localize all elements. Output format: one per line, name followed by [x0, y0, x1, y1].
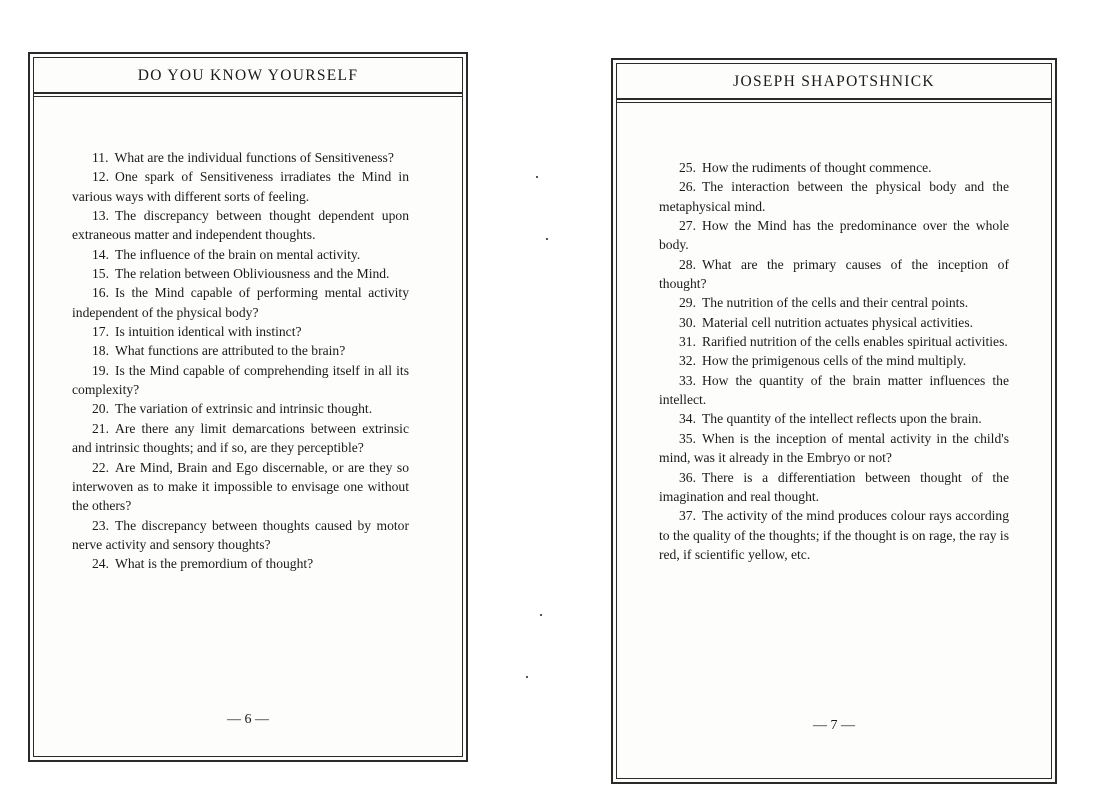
item-text: The variation of extrinsic and intrinsic thought.: [115, 401, 373, 417]
item-number: 14.: [92, 246, 109, 262]
list-item: [72, 361, 409, 400]
list-item: [72, 419, 409, 458]
left-page: [28, 52, 468, 762]
scan-speck: [526, 676, 528, 678]
item-text: The relation between Obliviousness and the Mind.: [115, 266, 390, 282]
item-text: How the rudiments of thought commence.: [702, 160, 932, 175]
item-number: 23.: [92, 517, 109, 533]
item-text: The influence of the brain on mental activity.: [115, 246, 361, 262]
scan-speck: [536, 176, 538, 178]
list-item: [659, 177, 1009, 216]
scan-speck: [546, 238, 548, 240]
item-number: 17.: [92, 324, 109, 340]
list-item: [659, 371, 1009, 410]
list-item: [659, 158, 1009, 177]
item-text: Are there any limit demarcations between extrinsic and intrinsic thoughts; and if so, are they perceptible?: [72, 420, 409, 456]
item-text: There is a differentiation between thought of the imagination and real thought.: [659, 469, 1009, 504]
item-text: Are Mind, Brain and Ego discernable, or are they so interwoven as to make it impossible to envisage one without the others?: [72, 459, 409, 514]
item-text: The interaction between the physical body and the metaphysical mind.: [659, 179, 1009, 214]
item-number: 35.: [679, 430, 696, 446]
item-number: 13.: [92, 208, 109, 224]
item-text: When is the inception of mental activity in the child's mind, was it already in the Embryo or not?: [659, 430, 1009, 466]
running-head: JOSEPH SHAPOTSHNICK: [733, 73, 935, 90]
item-text: Is the Mind capable of comprehending itself in all its complexity?: [72, 362, 409, 398]
item-number: 28.: [679, 256, 696, 272]
header-rule: [34, 92, 462, 94]
item-text: Material cell nutrition actuates physical activities.: [702, 314, 974, 330]
list-item: [72, 458, 409, 516]
item-text: The discrepancy between thought dependent upon extraneous matter and independent thoughts.: [72, 208, 409, 243]
running-head: DO YOU KNOW YOURSELF: [137, 67, 359, 84]
item-number: 11.: [92, 150, 109, 165]
item-number: 20.: [92, 401, 109, 417]
list-item: [72, 399, 409, 418]
question-list: [659, 158, 1009, 564]
list-item: [659, 351, 1009, 370]
item-number: 33.: [679, 372, 696, 388]
item-number: 37.: [679, 508, 696, 524]
item-number: 27.: [679, 218, 696, 234]
item-text: What are the primary causes of the inception of thought?: [659, 256, 1009, 292]
list-item: [72, 264, 409, 283]
item-number: 15.: [92, 266, 109, 282]
item-text: One spark of Sensitiveness irradiates the Mind in various ways with different sorts of feeling.: [72, 169, 409, 204]
list-item: [659, 506, 1009, 564]
list-item: [659, 468, 1009, 507]
list-item: [659, 313, 1009, 332]
item-number: 19.: [92, 362, 109, 378]
item-number: 12.: [92, 169, 109, 185]
item-text: Is intuition identical with instinct?: [115, 324, 302, 340]
header-rule-thin: [34, 96, 462, 97]
item-text: What are the individual functions of Sensitiveness?: [114, 150, 394, 165]
header-rule-thin: [617, 102, 1051, 103]
item-number: 30.: [679, 314, 696, 330]
scan-speck: [540, 614, 542, 616]
list-item: [72, 516, 409, 555]
item-number: 26.: [679, 179, 696, 195]
item-number: 29.: [679, 295, 696, 311]
item-number: 22.: [92, 459, 109, 475]
item-text: Is the Mind capable of performing mental activity independent of the physical body?: [72, 285, 409, 320]
list-item: [72, 167, 409, 206]
item-text: How the quantity of the brain matter influences the intellect.: [659, 372, 1009, 408]
header-rule: [617, 98, 1051, 100]
list-item: [72, 206, 409, 245]
list-item: [72, 283, 409, 322]
item-number: 16.: [92, 285, 109, 301]
list-item: [659, 293, 1009, 312]
page-number: — 7 —: [813, 718, 855, 733]
item-text: How the Mind has the predominance over the whole body.: [659, 218, 1009, 253]
item-number: 31.: [679, 334, 696, 350]
item-text: The quantity of the intellect reflects upon the brain.: [702, 411, 982, 427]
item-text: The nutrition of the cells and their central points.: [702, 295, 969, 311]
list-item: [72, 148, 409, 167]
item-number: 34.: [679, 411, 696, 427]
list-item: [72, 341, 409, 360]
item-number: 32.: [679, 353, 696, 369]
list-item: [659, 255, 1009, 294]
item-number: 24.: [92, 556, 109, 572]
page-number: — 6 —: [227, 712, 269, 727]
item-number: 18.: [92, 343, 109, 359]
item-number: 25.: [679, 160, 696, 175]
list-item: [72, 322, 409, 341]
list-item: [72, 245, 409, 264]
list-item: [659, 429, 1009, 468]
item-text: How the primigenous cells of the mind multiply.: [702, 353, 967, 369]
list-item: [659, 409, 1009, 428]
item-text: What is the premordium of thought?: [115, 556, 314, 572]
item-number: 36.: [679, 469, 696, 485]
right-page: [611, 58, 1057, 784]
item-text: What functions are attributed to the brain?: [115, 343, 346, 359]
item-number: 21.: [92, 420, 109, 436]
item-text: The discrepancy between thoughts caused by motor nerve activity and sensory thoughts?: [72, 517, 409, 552]
list-item: [72, 554, 409, 573]
question-list: [72, 148, 409, 574]
list-item: [659, 332, 1009, 351]
list-item: [659, 216, 1009, 255]
item-text: Rarified nutrition of the cells enables spiritual activities.: [702, 334, 1008, 350]
item-text: The activity of the mind produces colour rays according to the quality of the thoughts; if the thought is on rage, the ray is red, if scientific yellow, etc.: [659, 508, 1009, 562]
